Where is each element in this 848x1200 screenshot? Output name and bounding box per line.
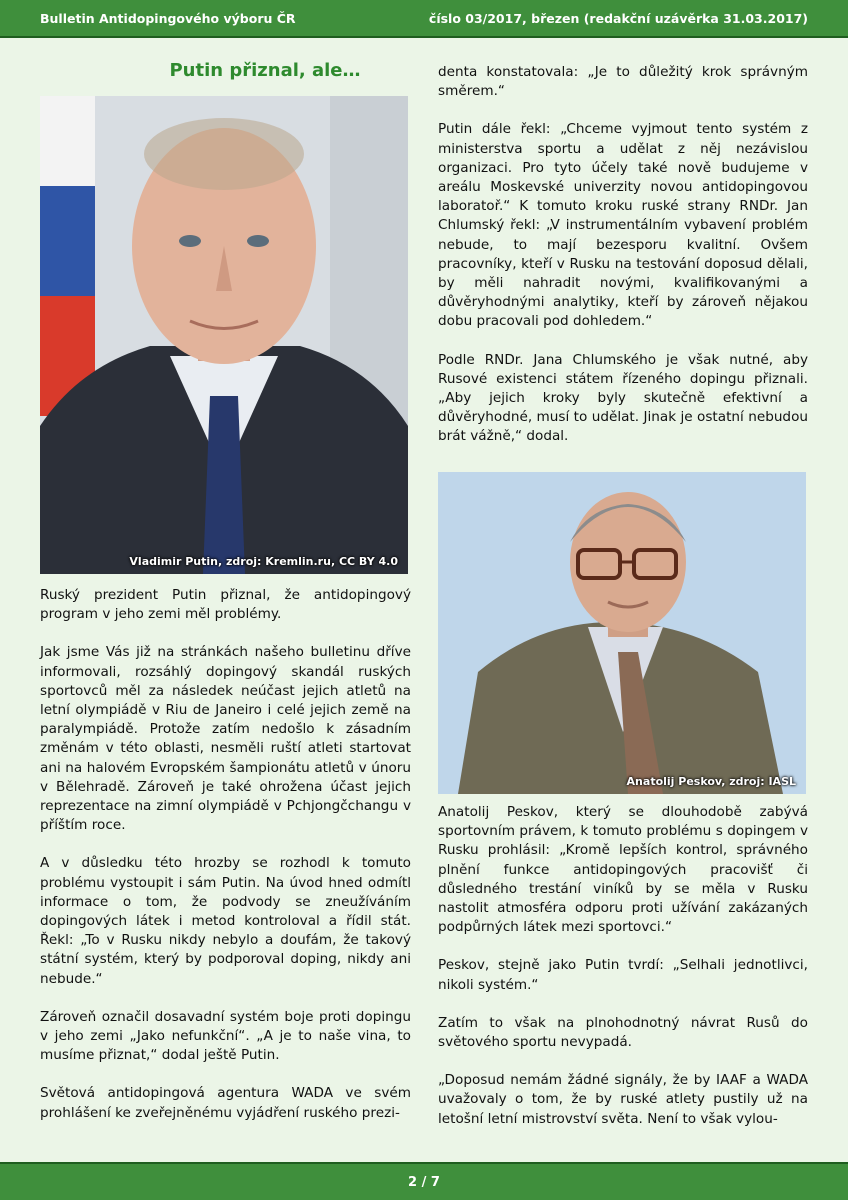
page-number: 2 / 7 [408, 1174, 440, 1190]
putin-photo [40, 96, 408, 574]
peskov-photo [438, 472, 806, 794]
bulletin-name: Bulletin Antidopingového výboru ČR [40, 10, 296, 26]
paragraph: Světová antidopingová agentura WADA ve svém prohlášení ke zveřejněnému vyjádření ruského prezi- [40, 1085, 411, 1121]
paragraph: A v důsledku této hrozby se rozhodl k tomuto problému vystoupit i sám Putin. Na úvod hned odmítl informace o tom, že podvody se zneužíváním dopingových látek i metod kontroloval a řídil stát. Řekl: „To v Rusku nikdy nebylo a doufám, že takový státní systém, který by podporoval doping, nikdy ani nebude.“ [40, 855, 411, 987]
right-column-bottom [438, 803, 808, 1148]
paragraph: Zatím to však na plnohodnotný návrat Rusů do světového sportu nevypadá. [438, 1014, 808, 1051]
paragraph: Peskov, stejně jako Putin tvrdí: „Selhali jednotlivci, nikoli systém.“ [438, 957, 808, 993]
left-column [40, 586, 411, 1142]
paragraph: denta konstatovala: „Je to důležitý krok správným směrem.“ [438, 64, 808, 100]
peskov-photo-caption: Anatolij Peskov, zdroj: IASL [626, 775, 796, 788]
paragraph: Anatolij Peskov, který se dlouhodobě zabývá sportovním právem, k tomuto problému s dopingem v Rusku prohlásil: „Kromě lepších kontrol, správného plnění funkce antidopingových pracovišť či důsledného trestání viníků by se měla v Rusku nastolit atmosféra odporu proti užívání zakázaných podpůrných látek mezi sportovci.“ [438, 804, 808, 936]
paragraph: Jak jsme Vás již na stránkách našeho bulletinu dříve informovali, rozsáhlý dopingový skandál ruských sportovců měl za následek neúčast jejich atletů na letní olympiádě v Riu de Janeiro i celé jejich země na paralympiádě. Protože zatím nedošlo k zásadním změnám v této oblasti, nesměli ruští atleti startovat ani na halovém Evropském šampionátu atletů v únoru v Bělehradě. Zároveň je také ohrožena účast jejich reprezentace na zimní olympiádě v Pchjongčchangu v příštím roce. [40, 644, 411, 834]
paragraph: Ruský prezident Putin přiznal, že antidopingový program v jeho zemi měl problémy. [40, 587, 411, 623]
article-title: Putin přiznal, ale… [169, 60, 361, 81]
peskov-portrait-illustration [438, 472, 806, 794]
paragraph: Podle RNDr. Jana Chlumského je však nutné, aby Rusové existenci státem řízeného dopingu přiznali. „Aby jejich kroky byly skutečně efektivní a důvěryhodné, musí to udělat. Jinak je ostatní nebudou brát vážně,“ dodal. [438, 351, 808, 445]
page-footer [0, 1162, 848, 1200]
paragraph: Zároveň označil dosavadní systém boje proti dopingu v jeho zemi „Jako nefunkční“. „A je to naše vina, to musíme přiznat,“ dodal ještě Putin. [40, 1008, 411, 1064]
putin-photo-caption: Vladimir Putin, zdroj: Kremlin.ru, CC BY 4.0 [129, 555, 398, 568]
page-header [0, 0, 848, 38]
right-column-top [438, 63, 808, 466]
paragraph: Putin dále řekl: „Chceme vyjmout tento systém z ministerstva sportu a udělat z něj nezávislou organizaci. Pro tyto účely také nově budujeme v areálu Moskevské univerzity novou antidopingovou laboratoř.“ K tomuto kroku ruské strany RNDr. Jan Chlumský řekl: „V instrumentálním vybavení problém nebude, to mají bezesporu kvalitní. Ovšem pracovníky, kteří v Rusku na testování doposud dělali, by měli nahradit novými, kvalifikovanými a důvěryhodnými analytiky, kteří by zároveň nějakou dobu pracovali pod dohledem.“ [438, 121, 808, 330]
paragraph: „Doposud nemám žádné signály, že by IAAF a WADA uvažovaly o tom, že by ruské atlety pustily už na letošní letní mistrovství světa. Není to však vylou- [438, 1072, 808, 1127]
issue-info: číslo 03/2017, březen (redakční uzávěrka 31.03.2017) [428, 10, 808, 26]
putin-portrait-illustration [40, 96, 408, 574]
